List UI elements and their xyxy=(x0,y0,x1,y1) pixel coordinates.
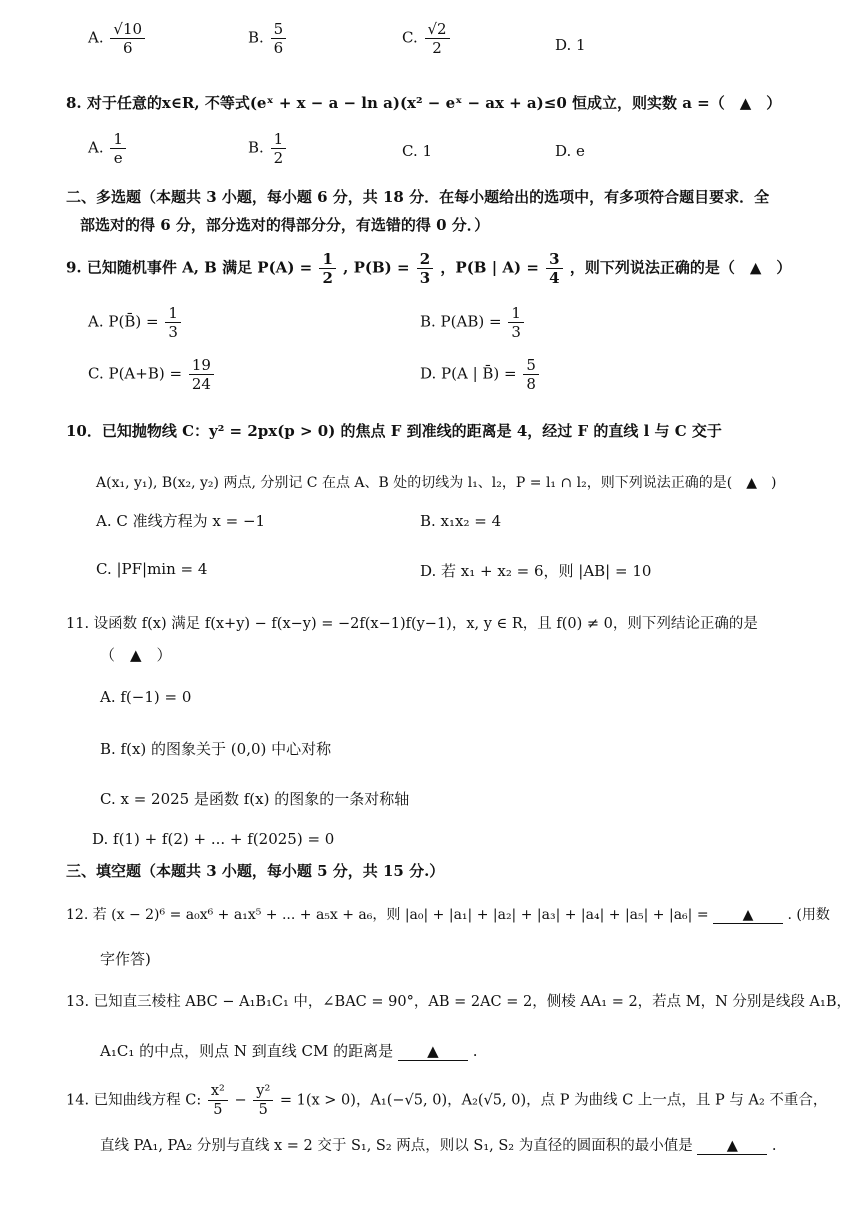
denominator: 6 xyxy=(273,39,284,57)
answer-blank: ▲ xyxy=(697,1138,767,1155)
denominator: 6 xyxy=(122,39,133,57)
fraction xyxy=(110,130,126,167)
denominator: 3 xyxy=(419,269,431,287)
q13-stem-line1: 13. 已知直三棱柱 ABC − A₁B₁C₁ 中，∠BAC = 90°，AB = 2AC = 2，侧棱 AA₁ = 2，若点 M，N 分别是线段 A₁B， xyxy=(66,994,851,1010)
denominator: 3 xyxy=(168,323,178,341)
numerator: 1 xyxy=(165,304,181,323)
option-label: B. xyxy=(248,28,264,47)
q9-option-c xyxy=(88,356,216,393)
stem-text: − xyxy=(234,1092,247,1109)
denominator: 8 xyxy=(526,375,536,393)
option-text: A. P(B̄) = xyxy=(88,312,159,331)
numerator: √10 xyxy=(110,20,145,39)
q10-option-a: A. C 准线方程为 x = −1 xyxy=(96,512,266,530)
fraction xyxy=(253,1082,273,1119)
q12-stem-line1 xyxy=(66,904,830,924)
numerator: 1 xyxy=(319,250,335,269)
fraction xyxy=(208,1082,228,1119)
denominator: 5 xyxy=(258,1102,268,1118)
denominator: 2 xyxy=(432,39,442,57)
option-label: A. xyxy=(88,28,104,47)
q8-option-a xyxy=(88,130,128,167)
section-2-header-line2: 部选对的得 6 分，部分选对的得部分分，有选错的得 0 分．） xyxy=(80,216,490,234)
q8-stem: 8. 对于任意的x∈R, 不等式(eˣ + x − a − ln a)(x² − eˣ − ax + a)≤0 恒成立，则实数 a =（ ▲ ） xyxy=(66,94,782,112)
stem-text: 12. 若 (x − 2)⁶ = a₀x⁶ + a₁x⁵ + ... + a₅x + a₆，则 |a₀| + |a₁| + |a₂| + |a₃| + |a₄| + |a₅| + |a₆| = xyxy=(66,907,709,923)
q8-option-d: D. e xyxy=(555,142,585,160)
fraction xyxy=(425,20,450,57)
section-2-header-line1: 二、多选题（本题共 3 小题，每小题 6 分，共 18 分．在每小题给出的选项中，有多项符合题目要求．全 xyxy=(66,188,770,206)
q13-stem-line2 xyxy=(100,1040,477,1061)
q10-option-c: C. |PF|min = 4 xyxy=(96,560,208,578)
option-label: C. xyxy=(402,28,418,47)
stem-text: = 1(x > 0)，A₁(−√5, 0)，A₂(√5, 0)，点 P 为曲线 C 上一点，且 P 与 A₂ 不重合， xyxy=(279,1092,828,1109)
q11-option-c: C. x = 2025 是函数 f(x) 的图象的一条对称轴 xyxy=(100,790,410,808)
numerator: 1 xyxy=(271,130,287,149)
q8-option-c: C. 1 xyxy=(402,142,433,160)
stem-text: , P(B) = xyxy=(343,258,410,277)
numerator: 1 xyxy=(110,130,126,149)
denominator: 24 xyxy=(191,375,211,393)
fraction xyxy=(110,20,145,57)
numerator: 5 xyxy=(523,356,539,375)
stem-text: ，P(B | A) = xyxy=(440,258,539,277)
q10-stem-line2: A(x₁, y₁), B(x₂, y₂) 两点, 分别记 C 在点 A、B 处的切线为 l₁、l₂，P = l₁ ∩ l₂，则下列说法正确的是( ▲ ) xyxy=(96,475,777,491)
q8-option-b xyxy=(248,130,288,167)
q14-stem-line2 xyxy=(100,1134,777,1155)
q7-option-a xyxy=(88,20,147,57)
stem-text: 14. 已知曲线方程 C: xyxy=(66,1092,202,1109)
q11-option-a: A. f(−1) = 0 xyxy=(100,688,192,706)
fraction xyxy=(165,304,181,341)
fraction xyxy=(417,250,433,287)
option-text: B. P(AB) = xyxy=(420,312,502,331)
stem-text: . xyxy=(472,1042,478,1060)
answer-blank: ▲ xyxy=(713,907,783,924)
fraction xyxy=(319,250,335,287)
q7-option-d xyxy=(555,36,586,54)
q9-option-d xyxy=(420,356,541,393)
numerator: 19 xyxy=(189,356,214,375)
q11-option-d: D. f(1) + f(2) + ... + f(2025) = 0 xyxy=(92,830,335,848)
stem-text: ，则下列说法正确的是（ ▲ ） xyxy=(569,258,792,277)
option-value: 1 xyxy=(576,36,586,54)
stem-text: 直线 PA₁, PA₂ 分别与直线 x = 2 交于 S₁, S₂ 两点，则以 S₁, S₂ 为直径的圆面积的最小值是 xyxy=(100,1138,693,1154)
q7-option-b xyxy=(248,20,288,57)
q9-option-b xyxy=(420,304,526,341)
option-text: C. P(A+B) = xyxy=(88,364,183,383)
stem-text: 9. 已知随机事件 A, B 满足 P(A) = xyxy=(66,258,313,277)
q11-stem-line2: （ ▲ ） xyxy=(100,646,172,664)
q9-option-a xyxy=(88,304,183,341)
option-label: B. xyxy=(248,138,264,157)
section-3-header: 三、填空题（本题共 3 小题，每小题 5 分，共 15 分.） xyxy=(66,862,445,880)
q9-stem xyxy=(66,250,791,287)
fraction xyxy=(271,20,287,57)
q14-stem-line1 xyxy=(66,1082,827,1119)
fraction xyxy=(189,356,214,393)
stem-text: . (用数 xyxy=(787,907,830,923)
q10-option-b: B. x₁x₂ = 4 xyxy=(420,512,502,530)
numerator: x² xyxy=(208,1082,228,1101)
numerator: 2 xyxy=(417,250,433,269)
stem-text: A₁C₁ 的中点，则点 N 到直线 CM 的距离是 xyxy=(100,1042,394,1060)
stem-text: . xyxy=(771,1138,777,1154)
q10-stem-line1: 10．已知抛物线 C：y² = 2px(p > 0) 的焦点 F 到准线的距离是 4，经过 F 的直线 l 与 C 交于 xyxy=(66,422,722,440)
option-text: D. P(A | B̄) = xyxy=(420,364,517,383)
numerator: √2 xyxy=(425,20,450,39)
fraction xyxy=(508,304,524,341)
fraction xyxy=(271,130,287,167)
numerator: y² xyxy=(253,1082,273,1101)
denominator: 2 xyxy=(273,149,284,167)
denominator: 3 xyxy=(511,323,521,341)
option-label: A. xyxy=(88,138,104,157)
numerator: 1 xyxy=(508,304,524,323)
answer-blank: ▲ xyxy=(398,1042,468,1061)
denominator: 2 xyxy=(322,269,333,287)
q12-stem-line2: 字作答) xyxy=(100,950,151,968)
numerator: 5 xyxy=(271,20,287,39)
fraction xyxy=(523,356,539,393)
q10-option-d: D. 若 x₁ + x₂ = 6，则 |AB| = 10 xyxy=(420,562,652,580)
fraction xyxy=(546,250,562,287)
q11-stem-line1: 11. 设函数 f(x) 满足 f(x+y) − f(x−y) = −2f(x−1)f(y−1)，x, y ∈ R，且 f(0) ≠ 0，则下列结论正确的是 xyxy=(66,616,758,632)
option-label: D. xyxy=(555,36,572,54)
denominator: 4 xyxy=(549,269,560,287)
q7-option-c xyxy=(402,20,452,57)
q11-option-b: B. f(x) 的图象关于 (0,0) 中心对称 xyxy=(100,740,332,758)
numerator: 3 xyxy=(546,250,562,269)
denominator: 5 xyxy=(213,1102,223,1118)
denominator: e xyxy=(113,149,123,167)
